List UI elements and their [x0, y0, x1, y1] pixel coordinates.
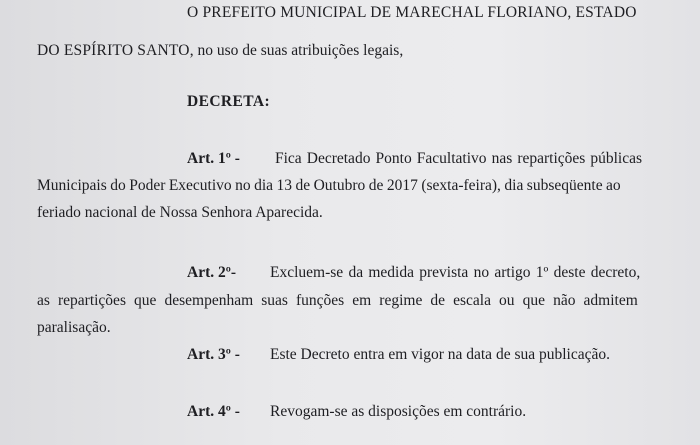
article-1-label: Art. 1º - [187, 150, 240, 167]
preamble-line-2 [37, 41, 403, 61]
article-1-line-3: feriado nacional de Nossa Senhora Aparecida. [37, 204, 323, 221]
article-3-label: Art. 3º - [187, 346, 240, 363]
decreta-heading: DECRETA: [187, 93, 271, 110]
article-4-label: Art. 4º - [187, 403, 240, 420]
article-2-line-2: as repartições que desempenham suas funções em regime de escala ou que não admitem [37, 292, 638, 309]
article-2-label: Art. 2º- [187, 264, 237, 281]
article-1-line-2: Municipais do Poder Executivo no dia 13 de Outubro de 2017 (sexta-feira), dia subseqüente ao [37, 177, 621, 194]
article-2-line-3: paralisação. [37, 319, 111, 336]
article-4-line-1: Revogam-se as disposições em contrário. [270, 403, 527, 420]
article-2-line-1: Excluem-se da medida prevista no artigo 1º deste decreto, [270, 264, 641, 281]
article-3-line-1: Este Decreto entra em vigor na data de sua publicação. [270, 346, 610, 363]
preamble-line-2-rest: , no uso de suas atribuições legais, [189, 42, 404, 59]
article-1-line-1: Fica Decretado Ponto Facultativo nas repartições públicas [275, 150, 643, 167]
preamble-line-1: O PREFEITO MUNICIPAL DE MARECHAL FLORIANO, ESTADO [187, 4, 637, 21]
preamble-line-2-caps: DO ESPÍRITO SANTO [37, 42, 190, 59]
